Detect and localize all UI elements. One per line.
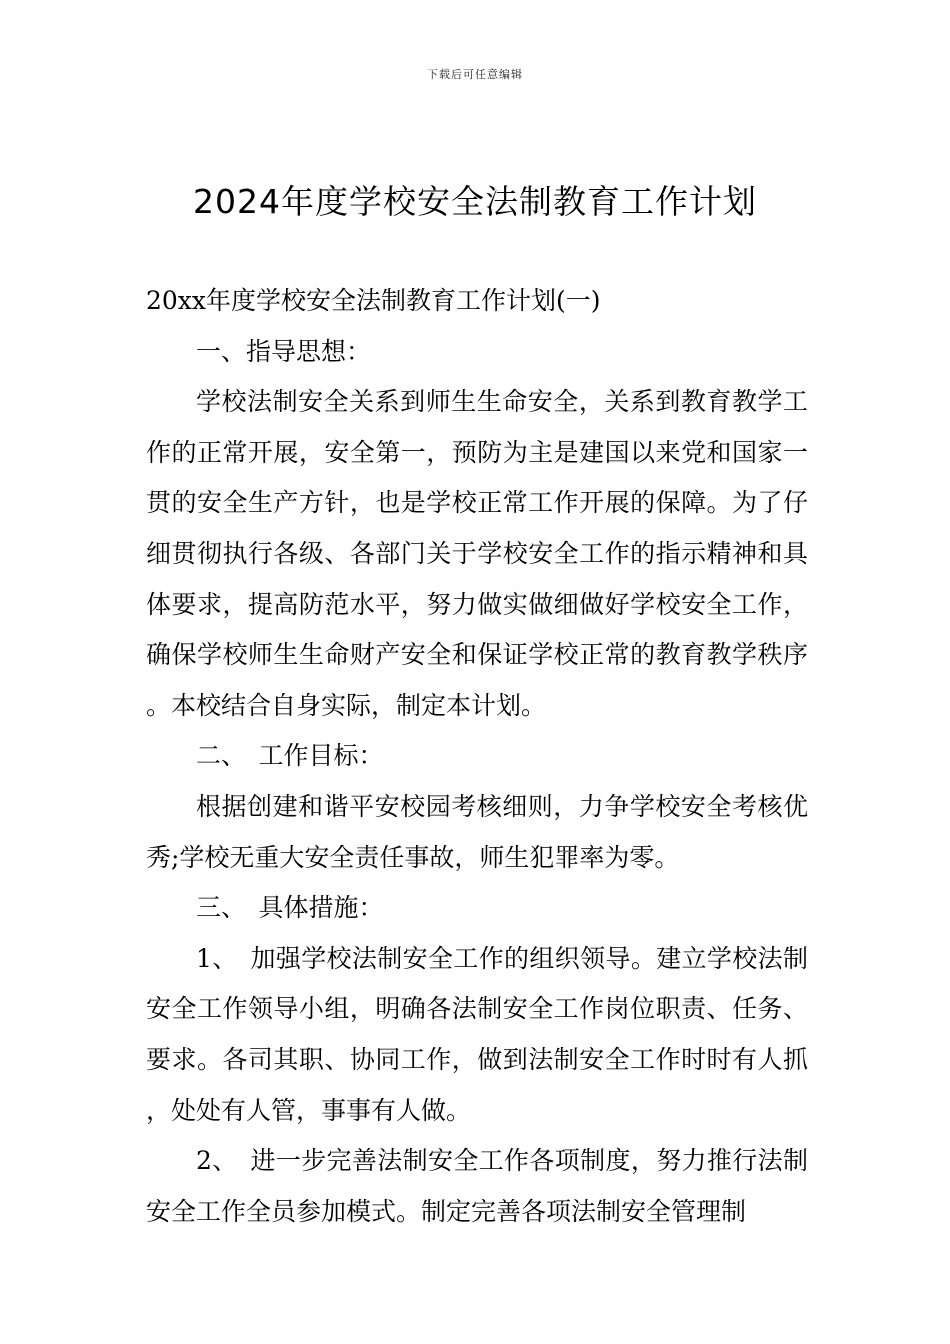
paragraph-measure-2: 2、 进一步完善法制安全工作各项制度，努力推行法制安全工作全员参加模式。制定完善各项法制安全管理制: [146, 1146, 808, 1226]
document-body: [146, 276, 808, 1237]
paragraph-work-goals: 根据创建和谐平安校园考核细则，力争学校安全考核优秀;学校无重大安全责任事故，师生犯罪率为零。: [146, 791, 808, 872]
document-title: 2024年度学校安全法制教育工作计划: [193, 182, 757, 221]
section-subtitle: 20xx年度学校安全法制教育工作计划(一): [146, 286, 601, 315]
header-note: 下载后可任意编辑: [427, 68, 523, 81]
heading-guiding-ideology: 一、指导思想：: [196, 336, 372, 366]
paragraph-measure-1: 1、 加强学校法制安全工作的组织领导。建立学校法制安全工作领导小组，明确各法制安全工作岗位职责、任务、要求。各司其职、协同工作，做到法制安全工作时时有人抓，处处有人管，事事有人做。: [146, 943, 808, 1125]
heading-specific-measures: 三、 具体措施：: [196, 893, 384, 923]
paragraph-guiding-ideology: 学校法制安全关系到师生生命安全，关系到教育教学工作的正常开展，安全第一，预防为主是建国以来党和国家一贯的安全生产方针，也是学校正常工作开展的保障。为了仔细贯彻执行各级、各部门关于学校安全工作的指示精神和具体要求，提高防范水平，努力做实做细做好学校安全工作，确保学校师生生命财产安全和保证学校正常的教育教学秩序。本校结合自身实际，制定本计划。: [146, 387, 808, 720]
heading-work-goals: 二、 工作目标：: [196, 741, 384, 771]
